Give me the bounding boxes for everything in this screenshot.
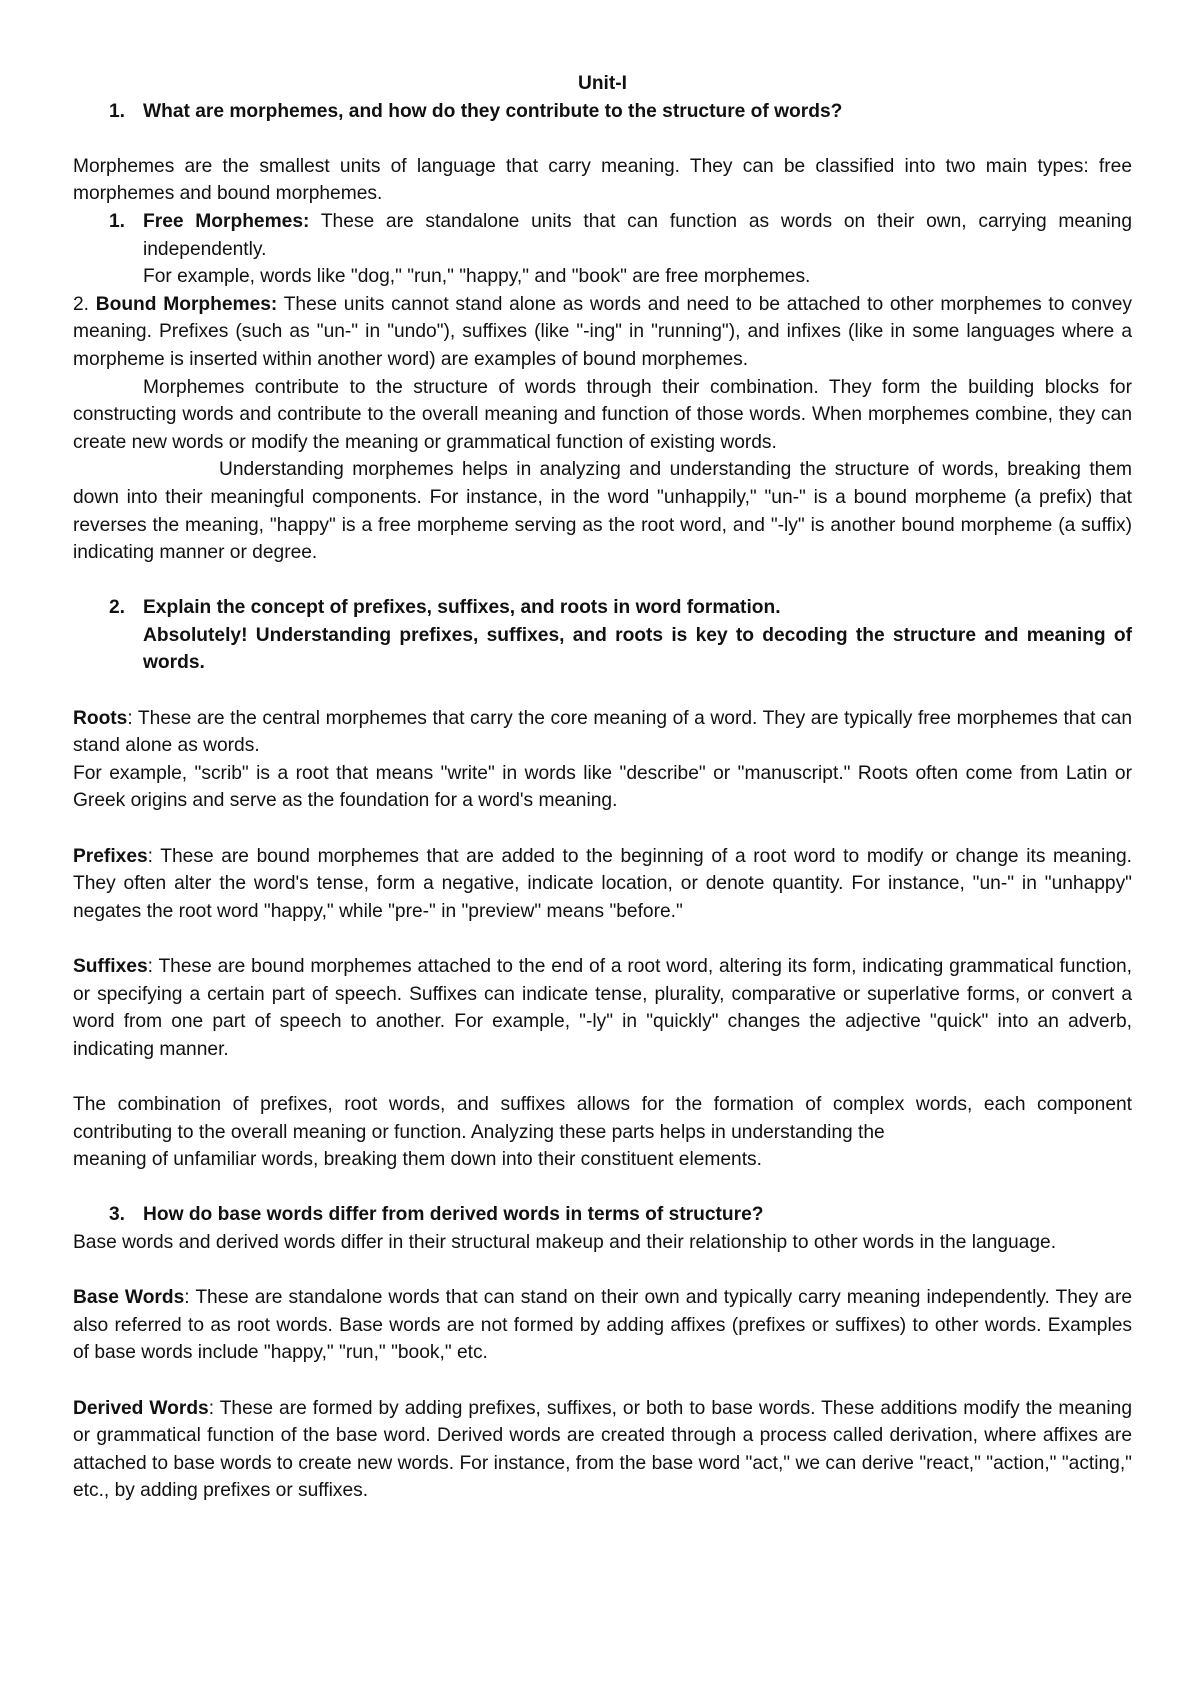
spacer bbox=[73, 125, 1132, 153]
list-item-free-morphemes bbox=[73, 208, 1132, 263]
understanding-paragraph: Understanding morphemes helps in analyzing and understanding the structure of words, breaking them down into their meaningful components. For instance, in the word "unhappily," "un-" is a bound morpheme (a prefix) that reverses the meaning, "happy" is a free morpheme serving as the root word, and "-ly" is another bound morpheme (a suffix) indicating manner or degree. bbox=[73, 459, 1132, 564]
morphemes-intro: Morphemes are the smallest units of language that carry meaning. They can be classified into two main types: free morphemes and bound morphemes. bbox=[73, 155, 1132, 205]
derived-words-paragraph bbox=[73, 1395, 1132, 1505]
spacer bbox=[73, 815, 1132, 843]
term-prefixes: Prefixes bbox=[73, 845, 148, 867]
list-number: 2. bbox=[73, 293, 96, 315]
question-text: Explain the concept of prefixes, suffixes, and roots in word formation. bbox=[143, 597, 781, 619]
question-number: 1. bbox=[109, 100, 126, 122]
base-words-paragraph bbox=[73, 1284, 1132, 1367]
question-text: What are morphemes, and how do they contribute to the structure of words? bbox=[143, 100, 843, 122]
roots-example: For example, "scrib" is a root that means "write" in words like "describe" or "manuscript." Roots often come from Latin or Greek origins and serve as the foundation for a word's meaning. bbox=[73, 762, 1132, 812]
list-number: 1. bbox=[109, 210, 126, 232]
term-derived-words: Derived Words bbox=[73, 1397, 209, 1419]
spacer bbox=[73, 567, 1132, 595]
bound-morphemes-paragraph bbox=[73, 291, 1132, 374]
question-number: 2. bbox=[109, 597, 126, 619]
spacer bbox=[73, 925, 1132, 953]
term-base-words: Base Words bbox=[73, 1287, 185, 1309]
suffixes-paragraph bbox=[73, 953, 1132, 1063]
prefixes-text: : These are bound morphemes that are added to the beginning of a root word to modify or change its meaning. They often alter the word's tense, form a negative, indicate location, or denote quantity. For instance, "un-" in "unhappy" negates the root word "happy," while "pre-" in "preview" means "before." bbox=[73, 845, 1132, 922]
question-2 bbox=[73, 594, 1132, 622]
contribute-paragraph: Morphemes contribute to the structure of words through their combination. They form the building blocks for constructing words and contribute to the overall meaning and function of those words. When morphemes combine, they can create new words or modify the meaning or grammatical function of existing words. bbox=[73, 376, 1132, 453]
spacer bbox=[73, 1063, 1132, 1091]
term-free-morphemes: Free Morphemes: bbox=[143, 210, 310, 232]
term-bound-morphemes: Bound Morphemes: bbox=[95, 293, 278, 315]
roots-paragraph bbox=[73, 705, 1132, 760]
spacer bbox=[73, 1257, 1132, 1285]
base-derived-intro: Base words and derived words differ in their structural makeup and their relationship to other words in the language. bbox=[73, 1231, 1057, 1253]
question-1 bbox=[73, 98, 1132, 126]
question-3 bbox=[73, 1201, 1132, 1229]
page-title: Unit-I bbox=[577, 73, 628, 94]
spacer bbox=[73, 677, 1132, 705]
term-roots: Roots bbox=[73, 707, 128, 729]
free-morphemes-example: For example, words like "dog," "run," "happy," and "book" are free morphemes. bbox=[143, 266, 811, 288]
derived-words-text: : These are formed by adding prefixes, suffixes, or both to base words. These additions modify the meaning or grammatical function of the base word. Derived words are created through a process called derivation, where affixes are attached to base words to create new words. For instance, from the base word "act," we can derive "react," "action," "acting," etc., by adding prefixes or suffixes. bbox=[73, 1397, 1133, 1502]
question-text: How do base words differ from derived words in terms of structure? bbox=[143, 1204, 764, 1226]
combination-paragraph-continued: meaning of unfamiliar words, breaking them down into their constituent elements. bbox=[73, 1149, 762, 1171]
question-number: 3. bbox=[109, 1204, 126, 1226]
suffixes-text: : These are bound morphemes attached to the end of a root word, altering its form, indicating grammatical function, or specifying a certain part of speech. Suffixes can indicate tense, plurality, comparative or superlative forms, or convert a word from one part of speech to another. For example, "-ly" in "quickly" changes the adjective "quick" into an adverb, indicating manner. bbox=[73, 956, 1132, 1060]
free-morphemes-text: These are standalone units that can function as words on their own, carrying meaning independently. bbox=[143, 210, 1132, 260]
question-2-subline: Absolutely! Understanding prefixes, suffixes, and roots is key to decoding the structure and meaning of words. bbox=[143, 624, 1132, 674]
spacer bbox=[73, 1367, 1132, 1395]
prefixes-paragraph bbox=[73, 843, 1132, 926]
combination-paragraph: The combination of prefixes, root words, and suffixes allows for the formation of complex words, each component contributing to the overall meaning or function. Analyzing these parts helps in understanding the bbox=[73, 1093, 1132, 1143]
roots-text: : These are the central morphemes that carry the core meaning of a word. They are typically free morphemes that can stand alone as words. bbox=[73, 707, 1132, 757]
term-suffixes: Suffixes bbox=[73, 956, 148, 977]
bound-morphemes-text: These units cannot stand alone as words and need to be attached to other morphemes to convey meaning. Prefixes (such as "un-" in "undo"), suffixes (like "-ing" in "running"), and infixes (like in some languages where a morpheme is inserted within another word) are examples of bound morphemes. bbox=[73, 293, 1132, 370]
base-words-text: : These are standalone words that can stand on their own and typically carry meaning independently. They are also referred to as root words. Base words are not formed by adding affixes (prefixes or suffixes) to other words. Examples of base words include "happy," "run," "book," etc. bbox=[73, 1287, 1133, 1364]
list-body bbox=[143, 208, 1132, 263]
spacer bbox=[73, 1174, 1132, 1202]
